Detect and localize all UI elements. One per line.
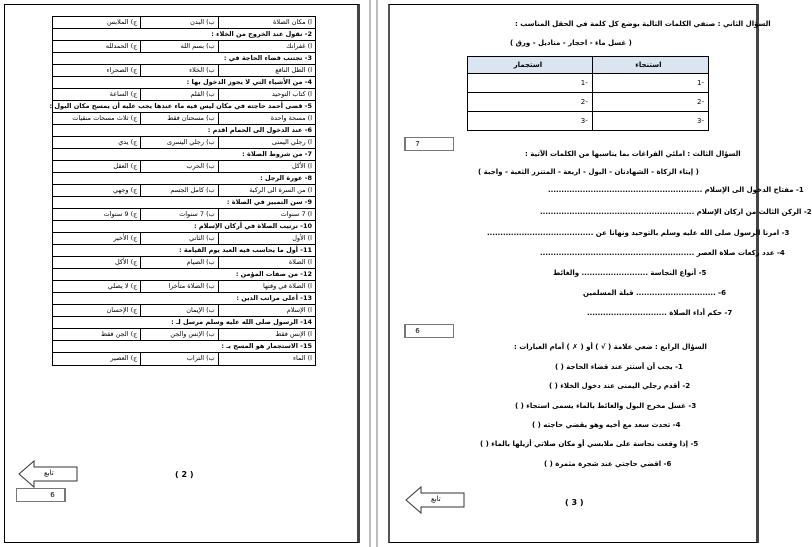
classification-table — [467, 56, 709, 131]
q4-item: 3- غسل مخرج البول والغائط بالماء يسمى استجاء ( ) — [515, 402, 697, 410]
q4-title: السؤال الرابع : ضعي علامة ( √ ) أو ( ✗ ) أمام العبارات : — [514, 343, 707, 351]
options-row — [53, 17, 315, 29]
option-c[interactable]: ج) الصحراء — [106, 66, 138, 74]
option-b[interactable]: ب) كامل الجسم — [140, 185, 217, 196]
option-b[interactable]: ب) بسم الله — [140, 41, 217, 52]
options-row — [53, 305, 315, 317]
question-row — [53, 149, 315, 161]
gutter-divider — [369, 0, 371, 547]
option-a[interactable]: ا) الصلاة — [218, 257, 315, 268]
mcq-grid — [49, 16, 316, 366]
option-b[interactable]: ب) البدن — [140, 17, 217, 28]
next-page-arrow[interactable] — [405, 486, 465, 514]
option-a[interactable]: ا) من السرة الى الركبة — [218, 185, 315, 196]
option-b[interactable]: ب) الإنس والجن — [140, 329, 217, 340]
question-row — [53, 125, 315, 137]
question-row — [53, 77, 315, 89]
score-box — [404, 137, 454, 151]
next-label: تابع — [44, 469, 54, 477]
q4-item: 5- إذا وقعت نجاسة على ملابسي أو مكان صلاتي أزيلها بالماء ( ) — [480, 440, 699, 448]
question-row — [53, 269, 315, 281]
table-cell[interactable]: -3 — [468, 112, 593, 131]
question-row — [53, 293, 315, 305]
option-b[interactable]: ب) الصلاة متأخرا — [140, 281, 217, 292]
option-a[interactable]: ا) مكان الصلاة — [218, 17, 315, 28]
options-row — [53, 257, 315, 269]
question-row — [53, 173, 315, 185]
question-text: 5- قضى أحمد حاجته في مكان ليس فيه ماء عندها يجب عليه أن يمسح مكان البول : — [49, 102, 312, 110]
options-row — [53, 89, 315, 101]
q4-item: 1- يجب أن أستتر عند قضاء الحاجة ( ) — [555, 363, 683, 371]
option-a[interactable]: ا) الإنس فقط — [218, 329, 315, 340]
q4-item: 6- اقضي حاجتي عند شجرة مثمرة ( ) — [544, 460, 672, 468]
options-row — [53, 137, 315, 149]
options-row — [53, 281, 315, 293]
options-row — [53, 185, 315, 197]
score-value: 7 — [405, 138, 429, 150]
option-c[interactable]: ج) الأكل — [115, 258, 138, 266]
option-b[interactable]: ب) الخلاء — [140, 65, 217, 76]
question-text: 11- أول ما يحاسب فيه العبد يوم القيامة : — [179, 246, 312, 254]
col-header-istinja: استنجاء — [592, 57, 708, 74]
option-b[interactable]: ب) التراب — [140, 353, 217, 365]
question-row — [53, 221, 315, 233]
question-row — [53, 197, 315, 209]
question-text: 8- عورة الرجل : — [260, 174, 312, 182]
question-row — [53, 245, 315, 257]
score-box — [16, 488, 66, 502]
option-c[interactable]: ج) 9 سنوات — [103, 210, 138, 218]
gutter-divider — [376, 0, 378, 547]
option-c[interactable]: ج) وجهي — [112, 186, 138, 194]
option-c[interactable]: ج) ثلاث مسحات منقيات — [72, 114, 138, 122]
option-c[interactable]: ج) الجن فقط — [100, 330, 138, 338]
q4-item: 4- تحدث سعد مع أخيه وهو يقضي حاجته ( ) — [532, 421, 681, 429]
question-text: 4- من الأشياء التي لا يجوز الدخول بها : — [186, 78, 312, 86]
question-row — [53, 53, 315, 65]
option-c[interactable]: ج) الساعة — [109, 90, 138, 98]
table-cell[interactable]: -1 — [468, 74, 593, 93]
option-a[interactable]: ا) الأكل — [218, 161, 315, 172]
option-c[interactable]: ج) لا يصلي — [107, 282, 138, 290]
question-row — [49, 101, 315, 113]
q3-word-bank: ( إيتاء الزكاة - الشهادتان - البول - اربعة - المتنزر الثعبة - واجبة ) — [478, 168, 699, 176]
options-row — [53, 65, 315, 77]
q3-item: 6- .............................. قبلة المسلمين — [583, 289, 726, 297]
table-cell[interactable]: -3 — [592, 112, 708, 131]
option-c[interactable]: ج) الملابس — [107, 18, 138, 26]
option-b[interactable]: ب) الإيمان — [140, 305, 217, 316]
col-header-istijmar: استجمار — [468, 57, 593, 74]
q3-title: السؤال الثالث : املئي الفراغات بما يناسبها من الكلمات الآتية : — [525, 150, 741, 158]
options-row — [53, 41, 315, 53]
option-c[interactable]: ج) الإحسان — [106, 306, 138, 314]
question-text: 14- الرسول صلى الله عليه وسلم مرسل لـ : — [171, 318, 312, 326]
option-a[interactable]: ا) غفرانك — [218, 41, 315, 52]
option-a[interactable]: ا) الإسلام — [218, 305, 315, 316]
q3-item: 4- عدد ركعات صلاة العصر .......................................................... — [540, 249, 785, 257]
q3-item: 1- مفتاح الدخول الى الإسلام .......................................................... — [548, 186, 804, 194]
option-c[interactable]: ج) الحمدلله — [105, 42, 138, 50]
options-row — [53, 113, 315, 125]
question-row — [53, 341, 315, 353]
option-b[interactable]: ب) الثاني — [140, 233, 217, 244]
option-a[interactable]: ا) رجلي اليمنى — [218, 137, 315, 148]
q4-item: 2- أقدم رجلي اليمنى عند دخول الخلاء ( ) — [549, 382, 691, 390]
page-number: ( 3 ) — [565, 498, 584, 507]
option-a[interactable]: ا) الأول — [218, 233, 315, 244]
question-text: 15- الاستجمار هو المسح بـ : — [221, 342, 312, 350]
table-cell[interactable]: -2 — [468, 93, 593, 112]
question-row — [53, 317, 315, 329]
question-text: 12- من صفات المؤمن : — [235, 270, 312, 278]
score-box — [404, 324, 454, 338]
option-c[interactable]: ج) الأخير — [113, 234, 138, 242]
q3-item: 5- أنواع النجاسة ......................... والغائط — [553, 269, 707, 277]
option-b[interactable]: ب) رجلي اليسرى — [140, 137, 217, 148]
q2-word-bank: ( غسل ماء - احجار - مناديل - ورق ) — [510, 39, 632, 47]
option-a[interactable]: ا) الصلاة في وقتها — [218, 281, 315, 292]
option-b[interactable]: ب) القلم — [140, 89, 217, 100]
option-c[interactable]: ج) العصير — [110, 354, 138, 362]
question-text: 3- تجتنب قضاء الحاجة في : — [223, 54, 312, 62]
options-row — [53, 209, 315, 221]
page-gutter — [362, 0, 386, 547]
score-value: 6 — [41, 489, 65, 501]
table-cell[interactable]: -2 — [592, 93, 708, 112]
option-b[interactable]: ب) 7 سنوات — [140, 209, 217, 220]
question-text: 6- عند الدخول الى الحمام اقدم : — [207, 126, 312, 134]
option-a[interactable]: ا) كتاب التوحيد — [218, 89, 315, 100]
next-page-arrow[interactable] — [18, 460, 78, 488]
page-number: ( 2 ) — [175, 470, 194, 479]
question-text: 2- نقول عند الخروج من الخلاء : — [211, 30, 312, 38]
question-text: 7- من شروط الصلاة : — [242, 150, 312, 158]
question-text: 9- سن التمييز في الصلاة : — [226, 198, 312, 206]
option-c[interactable]: ج) يدي — [118, 138, 138, 146]
option-a[interactable]: ا) 7 سنوات — [218, 209, 315, 220]
option-b[interactable]: ب) مسحتان فقط — [140, 113, 217, 124]
score-value: 6 — [405, 325, 429, 337]
option-a[interactable]: ا) الماء — [218, 353, 315, 365]
option-a[interactable]: ا) مسحة واحدة — [218, 113, 315, 124]
q3-item: 3- امرنا الرسول صلى الله عليه وسلم بالتوحيد ونهانا عن ........................................ — [487, 229, 790, 237]
table-cell[interactable]: -1 — [592, 74, 708, 93]
options-row — [53, 329, 315, 341]
question-text: 13- أعلى مراتب الدين : — [236, 294, 312, 302]
q3-item: 2- الركن الثالث من اركان الإسلام .......................................................... — [540, 208, 812, 216]
q3-item: 7- حكم أداء الصلاة .............................. — [587, 309, 733, 317]
option-b[interactable]: ب) الصيام — [140, 257, 217, 268]
option-b[interactable]: ب) الحرب — [140, 161, 217, 172]
options-row — [53, 161, 315, 173]
question-row — [53, 29, 315, 41]
question-text: 10- ترتيب الصلاة في أركان الإسلام : — [194, 222, 312, 230]
next-label: تابع — [431, 495, 441, 503]
q2-title: السؤال الثاني : صنفي الكلمات التالية بوضع كل كلمة في الحقل المناسب : — [515, 20, 771, 28]
option-a[interactable]: ا) الظل النافع — [218, 65, 315, 76]
options-row — [53, 353, 315, 365]
option-c[interactable]: ج) العقل — [113, 162, 138, 170]
options-row — [53, 233, 315, 245]
